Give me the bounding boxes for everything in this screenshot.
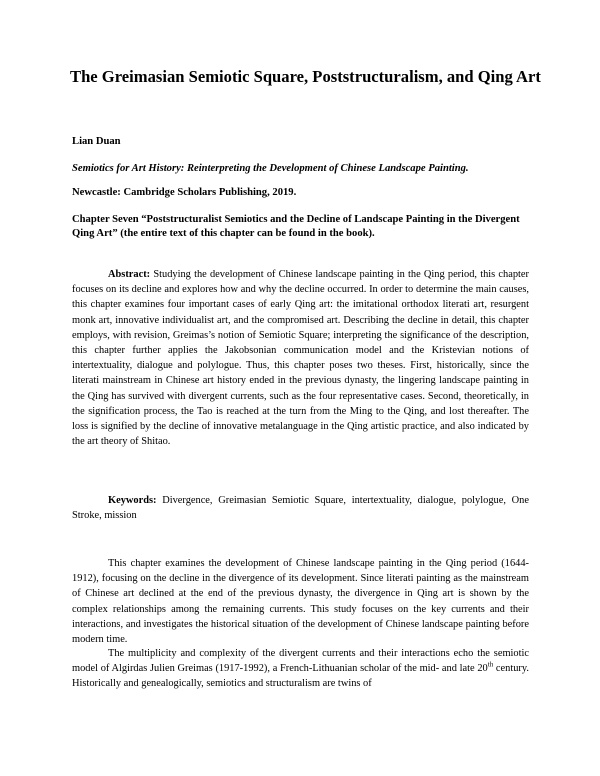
ordinal-superscript: th [487, 660, 494, 669]
abstract-paragraph [72, 267, 529, 449]
paper-title: The Greimasian Semiotic Square, Poststructuralism, and Qing Art [70, 67, 541, 86]
body-paragraph-2-text-a: The multiplicity and complexity of the divergent currents and their interactions echo the semiotic model of Algirdas Julien Greimas (1917-1992), a French-Lithuanian scholar of the mid- and late 20 [72, 648, 529, 675]
keywords-label: Keywords: [108, 495, 157, 506]
abstract-label: Abstract: [108, 269, 151, 280]
keywords-text: Divergence, Greimasian Semiotic Square, intertextuality, dialogue, polylogue, One Stroke, mission [72, 495, 529, 522]
chapter-note: Chapter Seven “Poststructuralist Semiotics and the Decline of Landscape Painting in the Divergent Qing Art” (the entire text of this chapter can be found in the book). [72, 214, 520, 239]
publisher-line: Newcastle: Cambridge Scholars Publishing, 2019. [72, 187, 297, 198]
author-name: Lian Duan [72, 136, 121, 147]
body-paragraph-1: This chapter examines the development of Chinese landscape painting in the Qing period (1644-1912), focusing on the decline in the divergence of its development. Since literati painting as the mainstream of Chinese art declined at the end of the previous dynasty, the divergence in Qing art is shown by the complex relationships among the remaining currents. This study focuses on the key currents and their interactions, and investigates the historical situation of the development of Chinese landscape painting before modern time. [72, 558, 529, 646]
abstract-text: Studying the development of Chinese landscape painting in the Qing period, this chapter focuses on its decline and explores how and why the decline occurred. In order to determine the main causes, this chapter examines four important cases of early Qing art: the imitational orthodox literati art, resurgent monk art, innovative individualist art, and the compromised art. Describing the decline in detail, this chapter employs, with revision, Greimas’s notion of Semiotic Square; interpreting the significance of the description, this chapter further applies the Jakobsonian communication model and the Kristevian notions of intertextuality, dialogue and polylogue. Thus, this chapter poses two theses. First, historically, since the literati mainstream in Chinese art history ended in the previous dynasty, the lingering landscape painting in the Qing has survived with divergent currents, such as the four representative cases. Second, theoretically, in the signification process, the Tao is reached at the turn from the Ming to the Qing, and lost thereafter. The loss is signified by the decline of innovative metalanguage in the Qing artistic practice, and also indicated by the art theory of Shitao. [72, 269, 529, 448]
book-title: Semiotics for Art History: Reinterpreting the Development of Chinese Landscape Painting. [72, 163, 469, 174]
keywords-paragraph [72, 493, 529, 523]
body-paragraph-2-text-b: century. Historically and genealogically, semiotics and structuralism are twins of [72, 663, 529, 690]
body-paragraph-2 [72, 646, 529, 692]
